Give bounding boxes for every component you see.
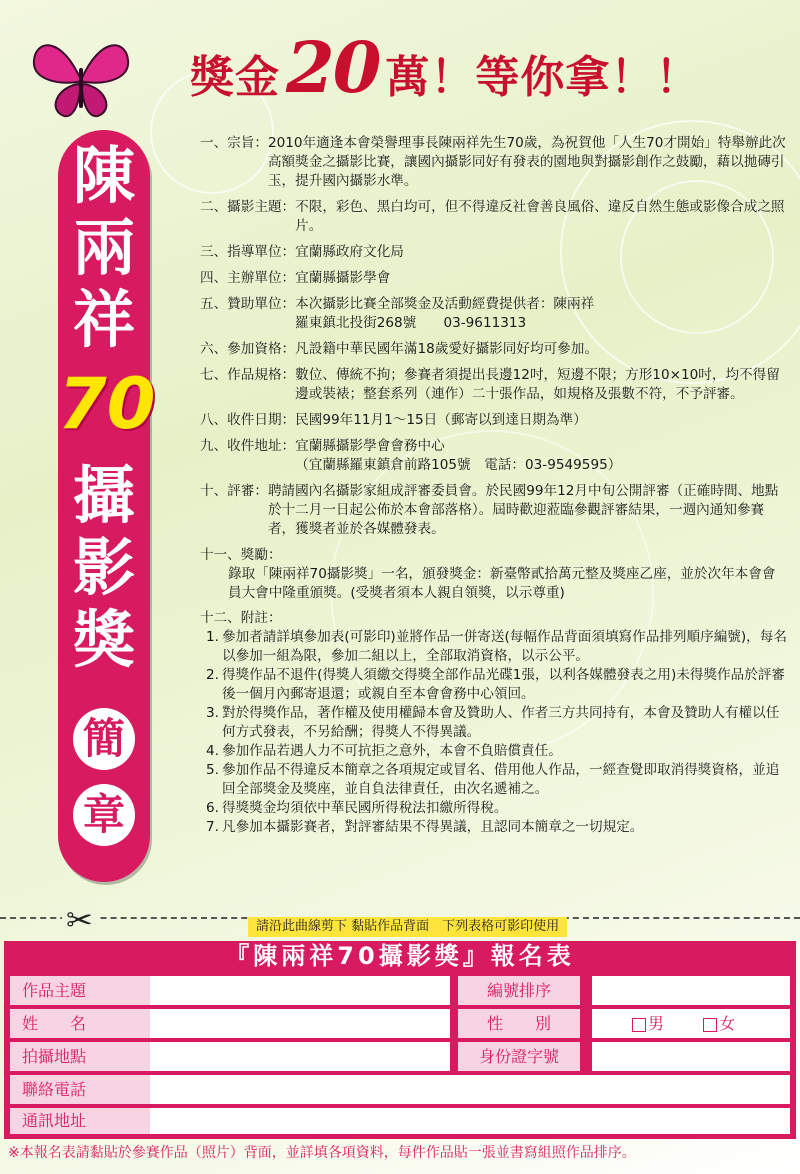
checkbox-icon [703,1018,717,1032]
rule-key: 八、收件日期： [200,412,296,428]
title-char: 攝 [72,459,135,532]
gender-label: 女 [719,1014,736,1033]
note-number: 3. [206,705,219,721]
rule-text: 宜蘭縣政府文化局 [295,244,404,260]
gender-field [592,1009,790,1038]
rule-text: 數位、傳統不拘；參賽者須提出長邊12吋，短邊不限；方形10×10吋，均不得留邊或裝裱；整套系列（連作）二十張作品，如規格及張數不符，不予評審。 [295,367,780,402]
label-gender: 性 別 [458,1009,580,1038]
location-field[interactable] [150,1042,450,1071]
address-field[interactable] [150,1108,790,1134]
title-number: 70 [58,363,156,445]
rule-text: 民國99年11月1～15日（郵寄以到達日期為準） [295,412,587,428]
rule-key: 二、攝影主題： [200,199,296,215]
name-field[interactable] [150,1009,450,1038]
note-text: 凡參加本攝影賽者，對評審結果不得異議，且認同本簡章之一切規定。 [222,819,644,835]
note-number: 4. [206,743,219,759]
rule-item [200,411,788,430]
rule-key: 九、收件地址： [200,438,296,454]
label-address: 通訊地址 [10,1108,152,1134]
title-badge: 章 [73,784,135,846]
note-item [200,818,788,837]
rule-key: 七、作品規格： [200,367,296,383]
title-badge: 簡 [73,708,135,770]
gender-option-male[interactable] [632,1014,664,1033]
rule-key: 一、宗旨： [200,135,268,151]
note-text: 參加者請詳填參加表(可影印)並將作品一併寄送(每幅作品背面須填寫作品排列順序編號)，每名以參加一組為限，參加二組以上，全部取消資格，以示公平。 [222,629,787,664]
rule-item [200,366,788,404]
rule-item [200,482,788,539]
rule-key: 三、指導單位： [200,244,296,260]
note-number: 7. [206,819,219,835]
registration-form [4,941,796,1139]
gender-label: 男 [648,1014,665,1033]
headline-suffix: 萬！等你拿！！ [385,52,701,103]
form-title: 『陳兩祥70攝影獎』報名表 [225,942,575,970]
title-char: 祥 [72,283,135,356]
scissors-icon: ✂ [62,904,97,936]
rule-key: 六、參加資格： [200,341,296,357]
vertical-title-banner [58,130,156,882]
rule-text: 聘請國內名攝影家組成評審委員會。於民國99年12月中旬公開評審（正確時間、地點於十二月一日起公佈於本會部落格）。屆時歡迎蒞臨參觀評審結果，一週內通知參賽者，獲獎者並於各媒體發表。 [267,483,779,537]
serial-field[interactable] [592,976,790,1005]
label-name: 姓 名 [10,1009,152,1038]
note-text: 參加作品若遇人力不可抗拒之意外，本會不負賠償責任。 [222,743,562,759]
rules-section [200,134,788,837]
note-item [200,799,788,818]
note-text: 參加作品不得違反本簡章之各項規定或冒名、借用他人作品，一經查覺即取消得獎資格，並追回全部獎金及獎座，並自負法律責任，由次名遞補之。 [222,762,780,797]
rule-text: 宜蘭縣攝影學會會務中心 [295,438,445,454]
checkbox-icon [632,1018,646,1032]
butterfly-icon [26,30,136,130]
label-work-title: 作品主題 [10,976,152,1005]
phone-field[interactable] [150,1075,790,1104]
rule-text: 不限，彩色、黑白均可，但不得違反社會善良風俗、違反自然生態或影像合成之照片。 [295,199,785,234]
cut-instruction: 請沿此曲線剪下 黏貼作品背面 下列表格可影印使用 [248,917,567,937]
note-number: 6. [206,800,219,816]
prize-headline [190,26,790,109]
work-title-field[interactable] [150,976,450,1005]
rule-text: 凡設籍中華民國年滿18歲愛好攝影同好均可參加。 [295,341,598,357]
label-serial: 編號排序 [458,976,580,1005]
note-number: 5. [206,762,219,778]
note-item [200,742,788,761]
title-char: 兩 [72,211,135,284]
rule-item [200,340,788,359]
note-number: 2. [206,667,219,683]
rule-text: 宜蘭縣攝影學會 [295,270,391,286]
notes-list [200,628,788,837]
rule-item [200,437,788,475]
rule-item [200,198,788,236]
award-heading: 十一、獎勵： [200,547,282,563]
title-char: 陳 [72,139,135,212]
title-char: 獎 [72,603,135,676]
notes-heading: 十二、附註： [200,610,282,626]
id-number-field[interactable] [592,1042,790,1071]
rule-item [200,295,788,333]
gender-option-female[interactable] [703,1014,735,1033]
note-text: 得獎獎金均須依中華民國所得稅法扣繳所得稅。 [222,800,508,816]
rule-item [200,243,788,262]
note-item [200,666,788,704]
label-location: 拍攝地點 [10,1042,152,1071]
rule-item [200,134,788,191]
rule-text: 2010年適逢本會榮譽理事長陳兩祥先生70歲，為祝賀他「人生70才開始」特舉辦此次高額獎金之攝影比賽，讓國內攝影同好有發表的園地與對攝影創作之鼓勵，藉以拋磚引玉，提升國內攝影水準。 [267,135,786,189]
note-item [200,628,788,666]
rule-text: 羅東鎮北投街268號 03-9611313 [295,315,527,331]
rule-text: （宜蘭縣羅東鎮倉前路105號 電話：03-9549595） [295,457,622,473]
rule-key: 四、主辦單位： [200,270,296,286]
note-text: 得獎作品不退件(得獎人須繳交得獎全部作品光碟1張，以利各媒體發表之用)未得獎作品於評審後一個月內郵寄退還；或親自至本會會務中心領回。 [222,667,786,702]
rule-key: 五、贊助單位： [200,296,296,312]
note-text: 對於得獎作品，著作權及使用權歸本會及贊助人、作者三方共同持有，本會及贊助人有權以任何方式發表，不另給酬；得獎人不得異議。 [222,705,780,740]
rule-text: 本次攝影比賽全部獎金及活動經費提供者：陳兩祥 [295,296,595,312]
note-item [200,704,788,742]
label-id-number: 身份證字號 [458,1042,580,1071]
rule-item [200,269,788,288]
form-footer-note: ※本報名表請黏貼於參賽作品（照片）背面，並詳填各項資料，每件作品貼一張並書寫組照作品排序。 [8,1145,636,1161]
title-char: 影 [72,531,135,604]
label-phone: 聯絡電話 [10,1075,152,1104]
headline-prefix: 獎金 [190,52,280,103]
rule-key: 十、評審： [200,483,268,499]
award-text: 錄取「陳兩祥70攝影獎」一名，頒發獎金：新臺幣貳拾萬元整及獎座乙座，並於次年本會會員大會中隆重頒獎。(受獎者須本人親自領獎，以示尊重) [228,566,776,601]
note-number: 1. [206,629,219,645]
note-item [200,761,788,799]
headline-amount: 20 [286,26,380,109]
